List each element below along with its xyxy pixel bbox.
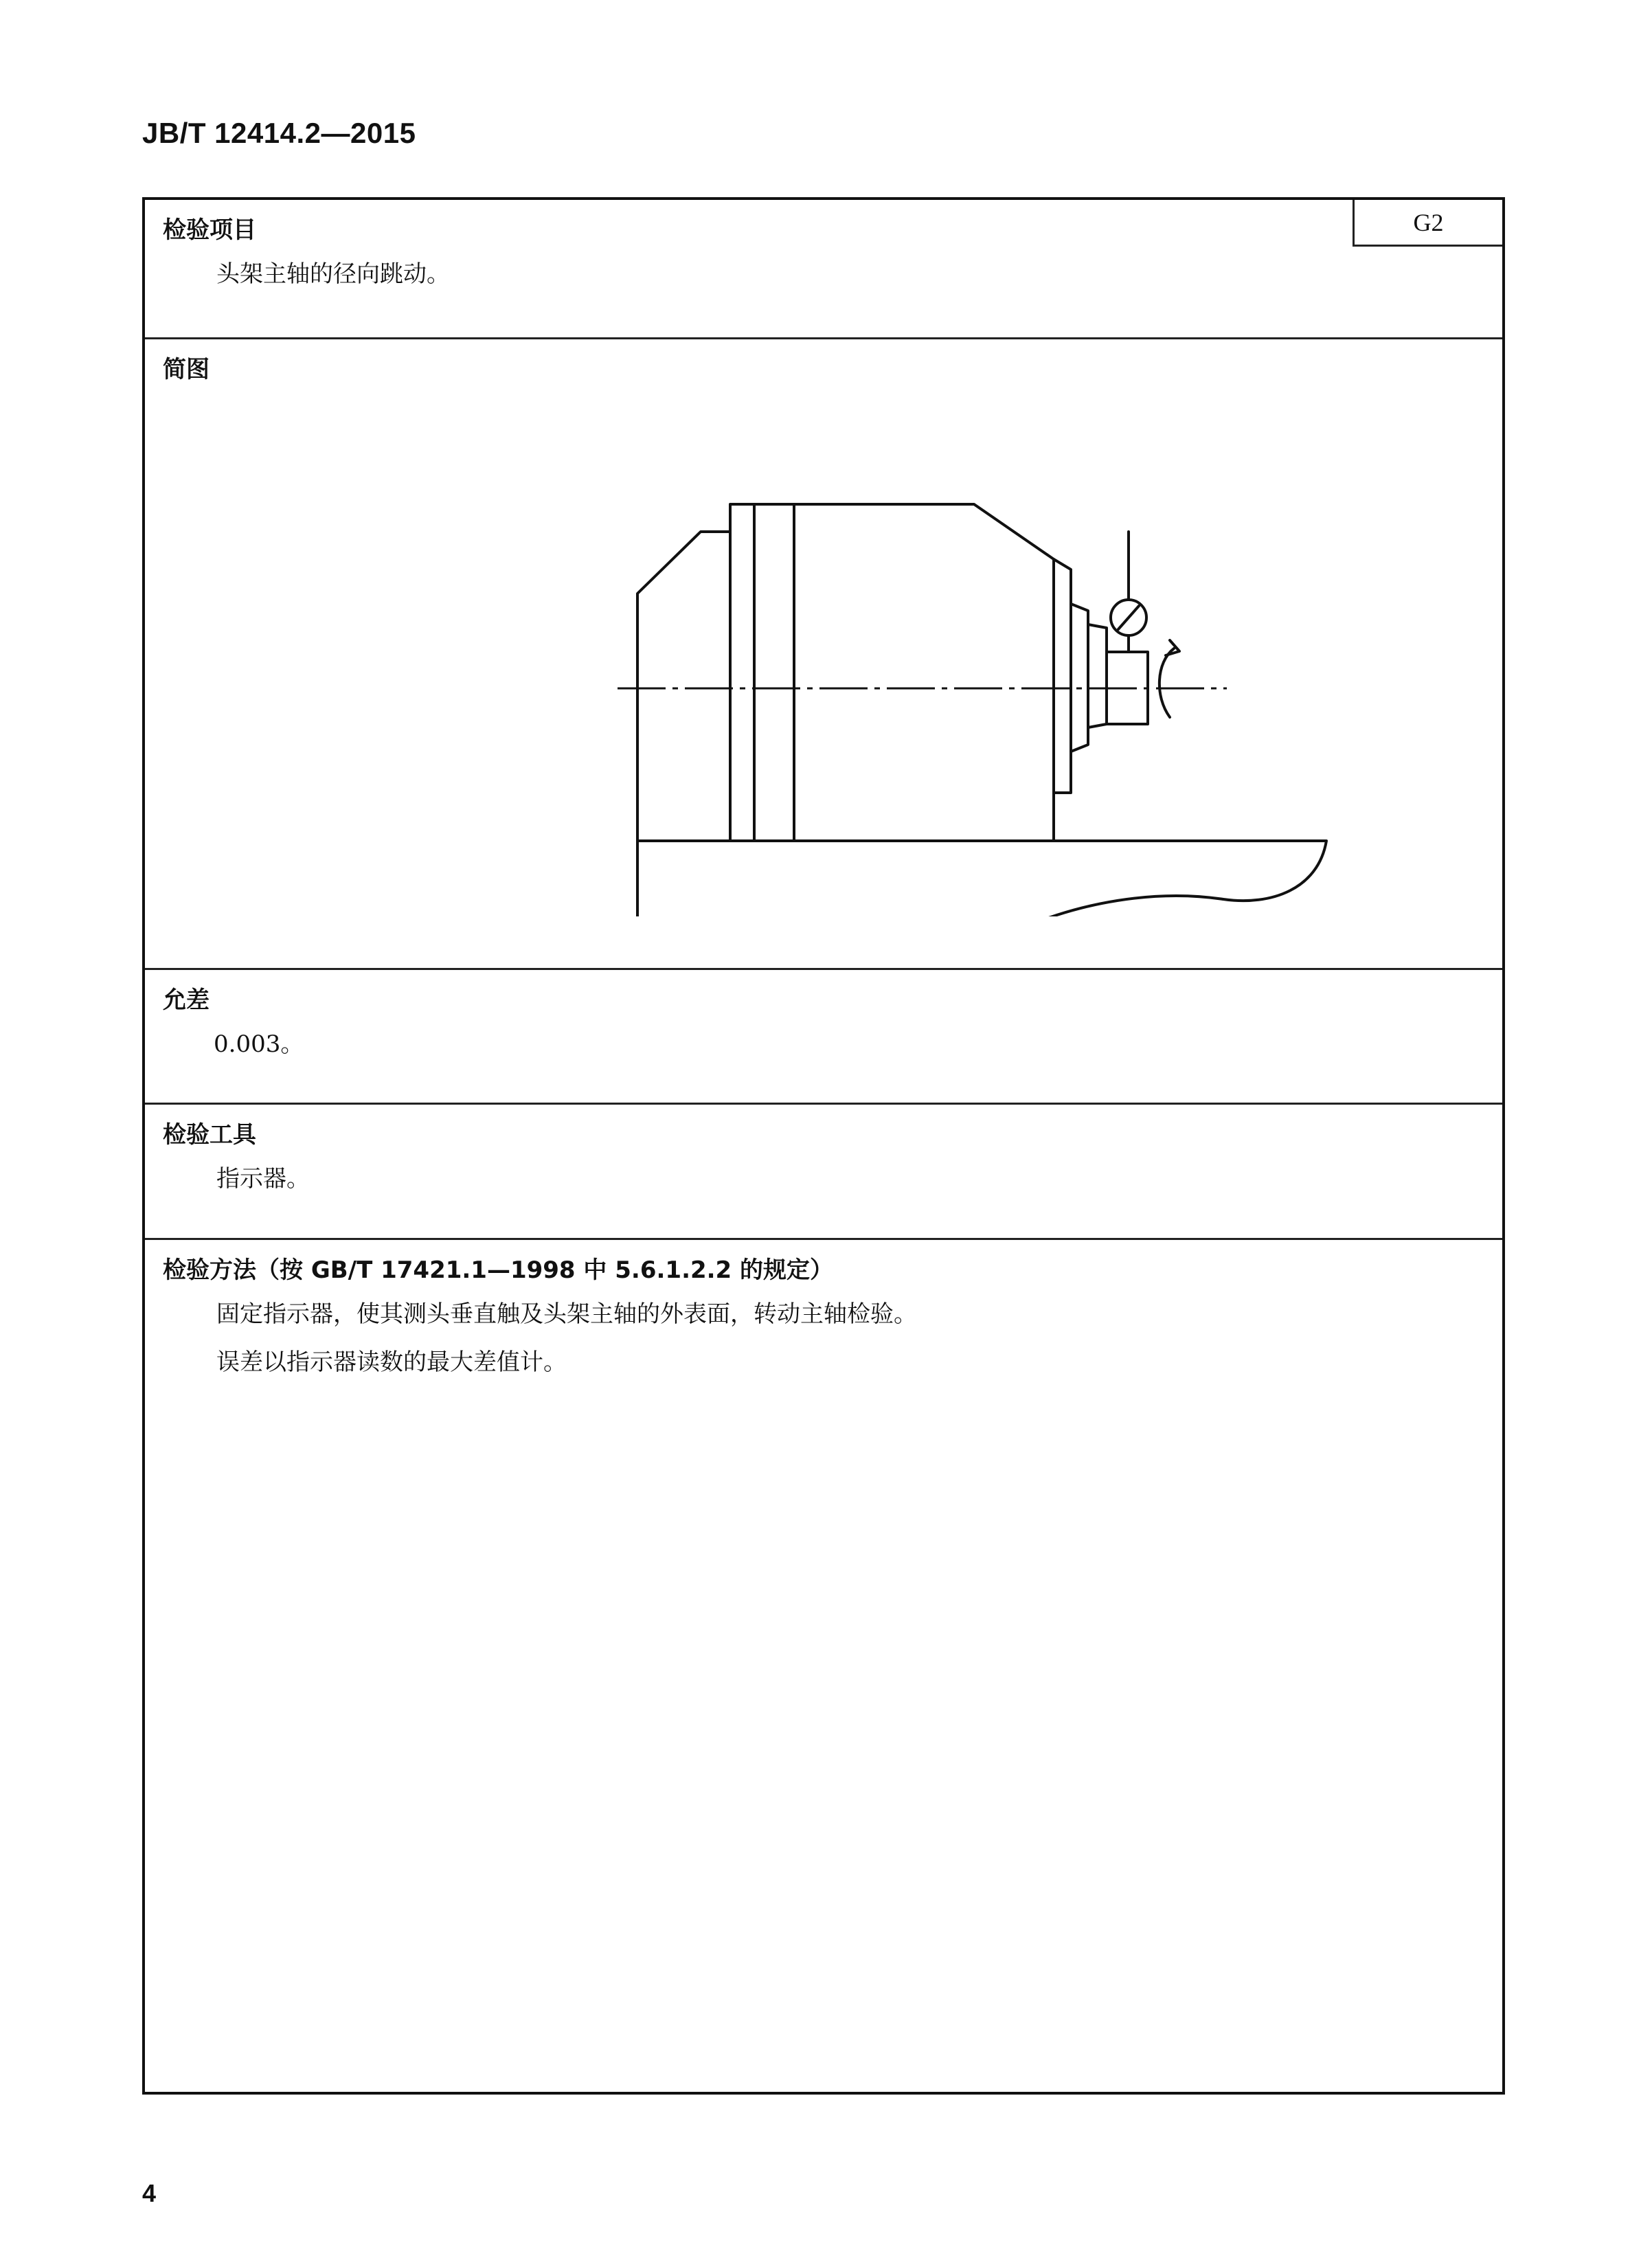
section-inspection-tools — [145, 1105, 1502, 1240]
section-inspection-item — [145, 200, 1502, 339]
item-code: G2 — [1413, 208, 1444, 236]
headstock-spindle-sketch — [475, 422, 1368, 916]
dial-needle — [1118, 606, 1139, 629]
item-code-box — [1353, 200, 1502, 247]
machine-bed — [637, 841, 1326, 916]
rotation-arrow — [1159, 648, 1174, 717]
spindle-nose-collar — [1088, 624, 1107, 728]
section-diagram — [145, 339, 1502, 970]
tolerance-title: 允差 — [163, 986, 210, 1014]
diagram-title: 简图 — [163, 356, 210, 383]
inspection-tools-text: 指示器。 — [216, 1165, 310, 1193]
page-number: 4 — [142, 2179, 157, 2207]
standard-number: JB/T 12414.2—2015 — [142, 117, 416, 149]
section-inspection-method — [145, 1240, 1502, 2092]
inspection-item-title: 检验项目 — [163, 216, 256, 244]
spindle-flange — [1054, 559, 1071, 793]
inspection-table — [142, 197, 1505, 2095]
inspection-method-line: 固定指示器，使其测头垂直触及头架主轴的外表面，转动主轴检验。 — [216, 1300, 917, 1328]
tolerance-value: 0.003。 — [214, 1030, 304, 1058]
inspection-method-title: 检验方法（按 GB/T 17421.1—1998 中 5.6.1.2.2 的规定） — [163, 1256, 834, 1284]
inspection-method-line: 误差以指示器读数的最大差值计。 — [216, 1349, 567, 1376]
inspection-item-text: 头架主轴的径向跳动。 — [216, 260, 450, 288]
section-tolerance — [145, 970, 1502, 1105]
headstock-body — [637, 504, 1054, 841]
inspection-tools-title: 检验工具 — [163, 1121, 256, 1149]
spindle-nose — [1071, 604, 1088, 752]
